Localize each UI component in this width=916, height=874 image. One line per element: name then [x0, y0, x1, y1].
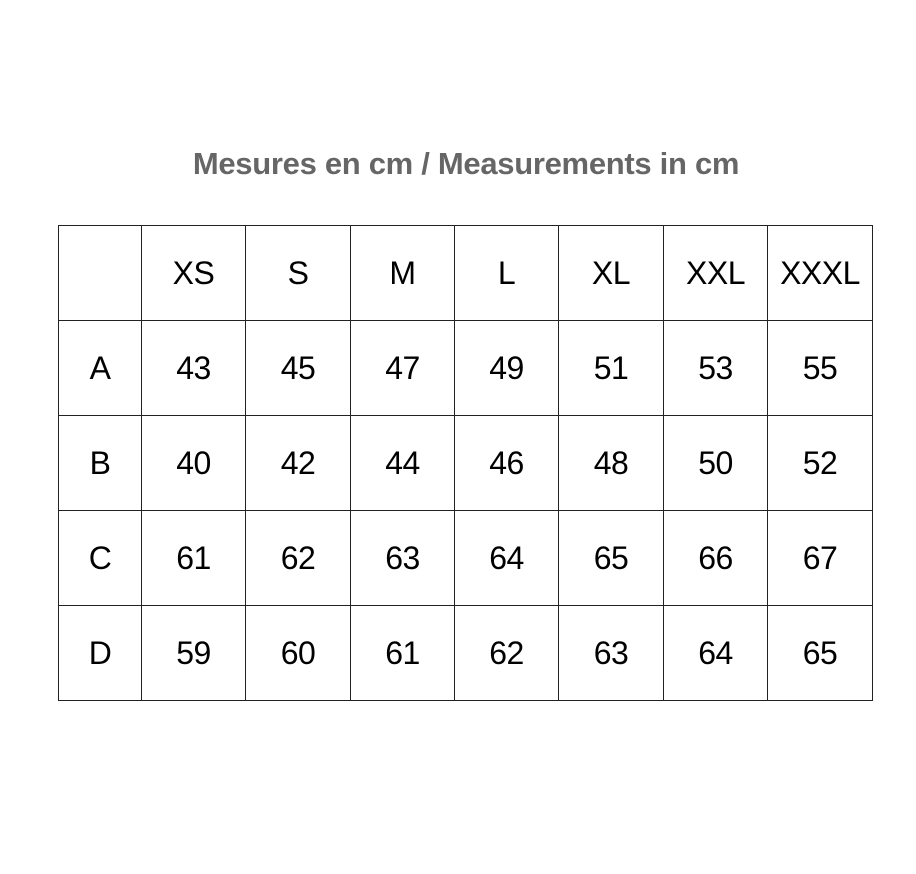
table-cell: 55: [768, 321, 873, 416]
table-cell: 66: [664, 511, 768, 606]
table-cell: 62: [455, 606, 559, 701]
table-cell: 40: [142, 416, 246, 511]
table-row: [59, 511, 873, 606]
row-label: A: [59, 321, 142, 416]
table-row: [59, 606, 873, 701]
table-cell: 48: [559, 416, 664, 511]
size-header-l: L: [455, 226, 559, 321]
table-row: [59, 416, 873, 511]
size-header-xl: XL: [559, 226, 664, 321]
table-cell: 49: [455, 321, 559, 416]
table-row: [59, 321, 873, 416]
table-cell: 64: [455, 511, 559, 606]
row-label: C: [59, 511, 142, 606]
table-cell: 42: [246, 416, 351, 511]
size-header-xs: XS: [142, 226, 246, 321]
table-cell: 45: [246, 321, 351, 416]
table-cell: 65: [559, 511, 664, 606]
table-cell: 65: [768, 606, 873, 701]
size-chart-table: [58, 225, 873, 701]
table-cell: 64: [664, 606, 768, 701]
table-cell: 62: [246, 511, 351, 606]
table-cell: 59: [142, 606, 246, 701]
table-cell: 51: [559, 321, 664, 416]
table-cell: 44: [351, 416, 455, 511]
table-cell: 46: [455, 416, 559, 511]
table-cell: 67: [768, 511, 873, 606]
table-header-row: [59, 226, 873, 321]
table-cell: 43: [142, 321, 246, 416]
table-cell: 61: [351, 606, 455, 701]
table-cell: 52: [768, 416, 873, 511]
table-cell: 47: [351, 321, 455, 416]
size-header-s: S: [246, 226, 351, 321]
table-cell: 50: [664, 416, 768, 511]
size-header-m: M: [351, 226, 455, 321]
table-cell: 63: [351, 511, 455, 606]
table-cell: 53: [664, 321, 768, 416]
table-cell: 63: [559, 606, 664, 701]
page-title: Mesures en cm / Measurements in cm: [192, 146, 740, 181]
corner-cell: [59, 226, 142, 321]
table-cell: 61: [142, 511, 246, 606]
size-header-xxxl: XXXL: [768, 226, 873, 321]
table-cell: 60: [246, 606, 351, 701]
row-label: D: [59, 606, 142, 701]
size-header-xxl: XXL: [664, 226, 768, 321]
row-label: B: [59, 416, 142, 511]
